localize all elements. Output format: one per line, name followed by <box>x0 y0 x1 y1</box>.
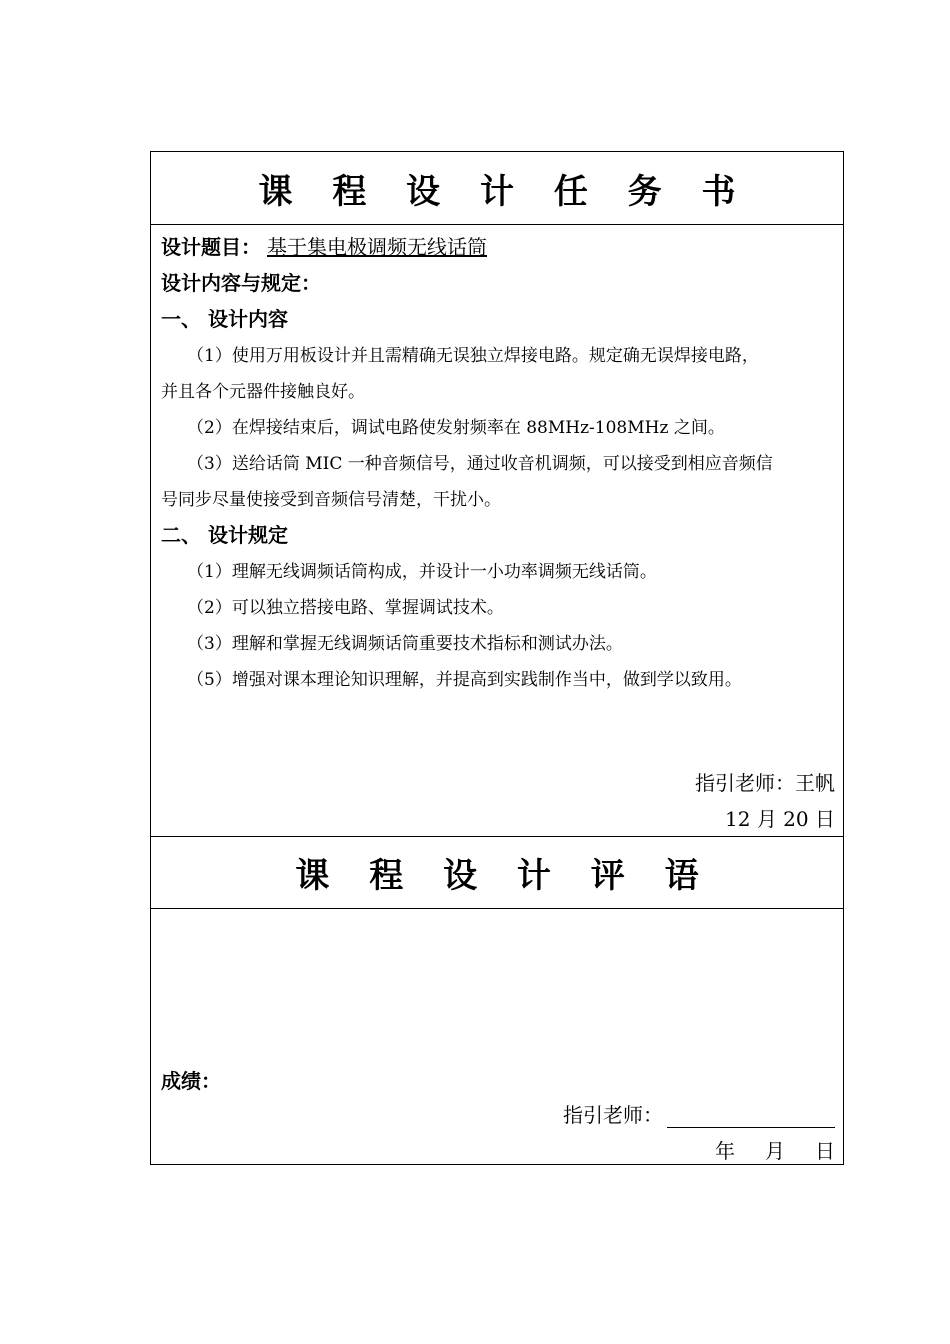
section1-item: （2）在焊接结束后，调试电路使发射频率在 88MHz-108MHz 之间。 <box>187 418 725 438</box>
instructor-line: 指引老师：王帆 <box>695 771 835 795</box>
eval-month-label: 月 <box>765 1139 785 1163</box>
task-form <box>150 151 844 1165</box>
signature-blank <box>667 1107 835 1128</box>
section1-heading: 一、 设计内容 <box>161 307 288 331</box>
section2-item: （3）理解和掌握无线调频话筒重要技术指标和测试办法。 <box>187 634 623 654</box>
eval-date-row <box>715 1135 835 1164</box>
design-topic-label: 设计题目： <box>161 235 261 259</box>
design-topic-row <box>161 231 487 260</box>
section1-item: （3）送给话筒 MIC 一种音频信号，通过收音机调频，可以接受到相应音频信 <box>187 454 773 474</box>
eval-day-label: 日 <box>815 1139 835 1163</box>
section1-item: 号同步尽量使接受到音频信号清楚，干扰小。 <box>161 490 501 510</box>
section1-item: 并且各个元器件接触良好。 <box>161 382 365 402</box>
eval-instructor-label: 指引老师： <box>563 1103 663 1127</box>
section2-item: （5）增强对课本理论知识理解，并提高到实践制作当中，做到学以致用。 <box>187 670 742 690</box>
design-topic: 基于集电极调频无线话筒 <box>267 235 487 259</box>
eval-year-label: 年 <box>715 1139 735 1163</box>
section1-item: （1）使用万用板设计并且需精确无误独立焊接电路。规定确无误焊接电路， <box>187 346 759 366</box>
date-line: 12 月 20 日 <box>725 807 835 831</box>
eval-instructor-row <box>563 1099 835 1128</box>
task-title-row <box>151 152 843 225</box>
task-title: 课 程 设 计 任 务 书 <box>258 171 750 212</box>
eval-section <box>151 909 843 1165</box>
design-content-label: 设计内容与规定： <box>161 271 321 295</box>
task-content <box>151 225 843 836</box>
section2-item: （1）理解无线调频话筒构成，并设计一小功率调频无线话筒。 <box>187 562 657 582</box>
section2-item: （2）可以独立搭接电路、掌握调试技术。 <box>187 598 504 618</box>
section2-heading: 二、 设计规定 <box>161 523 288 547</box>
grade-label: 成绩： <box>161 1069 221 1093</box>
eval-title-row <box>151 836 843 909</box>
eval-title: 课 程 设 计 评 语 <box>295 856 713 896</box>
